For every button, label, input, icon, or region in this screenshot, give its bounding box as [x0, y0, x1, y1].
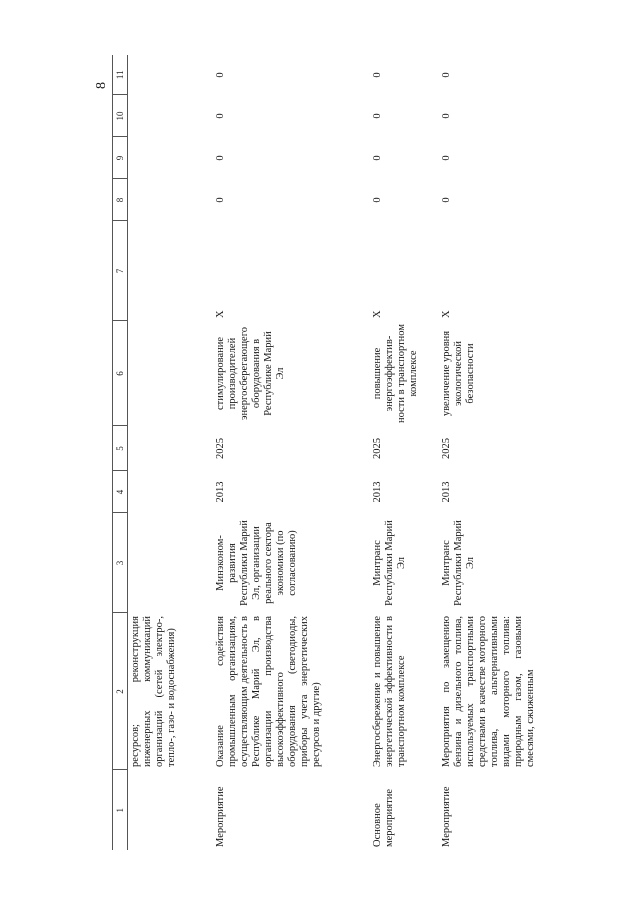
header-cell-1: 1: [113, 770, 128, 850]
row-result: стимулирование производителей энергосберегающего оборудования в Республике Марий Эл: [215, 327, 286, 421]
row-start-year: 2013: [441, 481, 452, 503]
row-executor: Минтранс Республики Марий Эл: [372, 520, 407, 606]
row-col7: Х: [441, 310, 452, 318]
header-cell-5: 5: [113, 426, 128, 471]
row-col9: 0: [441, 155, 452, 161]
row-col10: 0: [372, 113, 383, 119]
row-start-year: 2013: [215, 481, 226, 503]
table-row: [436, 55, 539, 850]
row-col11: 0: [441, 72, 452, 78]
header-cell-3: 3: [113, 513, 128, 613]
row-description: ресурсов; реконструкция инженерных коммуникаций организаций (сетей электро-, тепло-, газо- и водоснабжения): [130, 616, 177, 767]
row-type: Основное мероприятие: [372, 789, 395, 847]
header-cell-7: 7: [113, 221, 128, 321]
row-col8: 0: [215, 197, 226, 203]
row-col11: 0: [372, 72, 383, 78]
header-cell-6: 6: [113, 321, 128, 426]
row-col10: [128, 95, 211, 137]
row-start-year: [128, 471, 211, 513]
row-col7: Х: [372, 310, 383, 318]
row-col8: 0: [441, 197, 452, 203]
header-row: [113, 55, 128, 850]
table-row: [210, 55, 367, 850]
row-col10: 0: [441, 113, 452, 119]
program-table: [112, 55, 539, 850]
table-row: [367, 55, 436, 850]
header-cell-9: 9: [113, 137, 128, 179]
row-col7: Х: [215, 310, 226, 318]
row-result: повышение энергоэффектив-ности в транспортном комплексе: [372, 324, 419, 423]
row-col11: [128, 55, 211, 95]
row-start-year: 2013: [372, 481, 383, 503]
row-type: Мероприятие: [441, 786, 452, 847]
header-cell-2: 2: [113, 613, 128, 770]
table-row: [128, 55, 211, 850]
row-type: [128, 770, 211, 850]
row-col8: [128, 179, 211, 221]
row-result: [128, 321, 211, 426]
header-cell-8: 8: [113, 179, 128, 221]
row-end-year: [128, 426, 211, 471]
row-col9: 0: [215, 155, 226, 161]
row-executor: [128, 513, 211, 613]
row-col9: 0: [372, 155, 383, 161]
row-end-year: 2025: [215, 438, 226, 459]
row-col10: 0: [215, 113, 226, 119]
header-cell-4: 4: [113, 471, 128, 513]
row-end-year: 2025: [372, 438, 383, 459]
row-executor: Минтранс Республики Марий Эл: [441, 520, 476, 606]
row-col7: [128, 221, 211, 321]
header-cell-11: 11: [113, 55, 128, 95]
row-col9: [128, 137, 211, 179]
row-result: увеличение уровня экологической безопасности: [441, 330, 476, 417]
row-description: Оказание содействия промышленным организациям, осуществляющим деятельность в Республике Марий Эл, в организации производства высокоэффективного оборудования (светодиоды, приборы учета энергетических ресурсов и другие): [215, 616, 322, 767]
row-type: Мероприятие: [215, 786, 226, 847]
row-executor: Минэконом-развития Республики Марий Эл, организации реального сектора экономики (по согласованию): [215, 520, 298, 606]
header-cell-10: 10: [113, 95, 128, 137]
row-col8: 0: [372, 197, 383, 203]
row-description: Мероприятия по замещению бензина и дизельного топлива, используемых транспортными средствами в качестве моторного топлива, альтернативными видами моторного топлива: природным газом, газовыми смесями, сжиженным: [441, 616, 536, 767]
row-end-year: 2025: [441, 438, 452, 459]
row-description: Энергосбережение и повышение энергетической эффективности в транспортном комплексе: [372, 616, 407, 767]
row-col11: 0: [215, 72, 226, 78]
page-number: 8: [94, 82, 109, 89]
